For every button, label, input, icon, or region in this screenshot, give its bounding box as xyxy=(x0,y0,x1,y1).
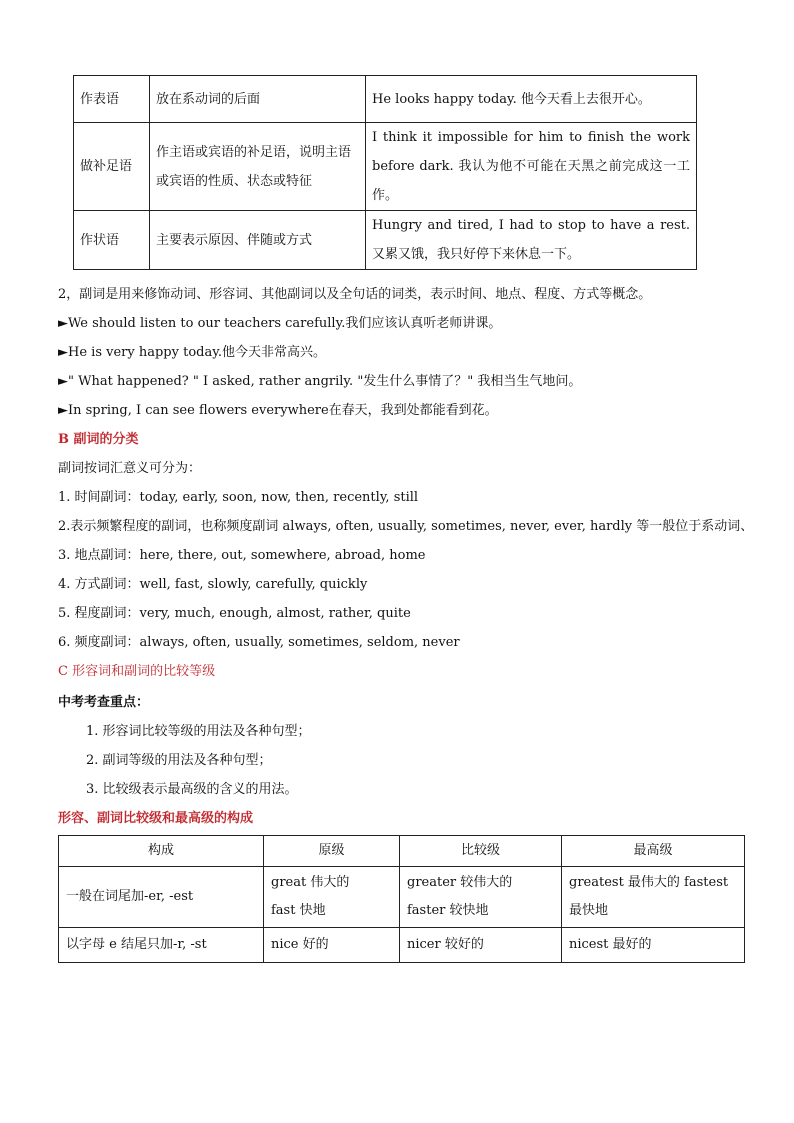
adverb-definition: 2，副词是用来修饰动词、形容词、其他副词以及全句话的词类，表示时间、地点、程度、方式等概念。 xyxy=(58,287,652,302)
table-cell-comparative xyxy=(400,928,562,963)
table-cell-superlative: greatest 最伟大的 fastest 最快地 xyxy=(562,867,745,928)
column-header: 构成 xyxy=(59,836,264,867)
list-item: 6. 频度副词：always, often, usually, sometimes, seldom, never xyxy=(58,635,460,650)
table-cell-example: He looks happy today. 他今天看上去很开心。 xyxy=(366,76,697,123)
table-cell-usage: 作主语或宾语的补足语，说明主语或宾语的性质、状态或特征 xyxy=(150,123,366,211)
table-row xyxy=(74,123,697,211)
table-row xyxy=(74,76,697,123)
table-header-row xyxy=(59,836,745,867)
column-header: 最高级 xyxy=(562,836,745,867)
focus-item: 2. 副词等级的用法及各种句型； xyxy=(86,753,272,768)
example-sentence: ►We should listen to our teachers carefully.我们应该认真听老师讲课。 xyxy=(58,316,502,331)
cell-line: greater 较伟大的 xyxy=(407,875,513,890)
cell-line: fast 快地 xyxy=(271,903,326,918)
list-item: 4. 方式副词：well, fast, slowly, carefully, quickly xyxy=(58,577,368,592)
list-item: 5. 程度副词：very, much, enough, almost, rather, quite xyxy=(58,606,411,621)
table-cell-rule: 以字母 e 结尾只加-r, -st xyxy=(59,928,264,963)
table-cell-example: Hungry and tired, I had to stop to have a rest. 又累又饿，我只好停下来休息一下。 xyxy=(366,211,697,270)
section-b-intro: 副词按词汇意义可分为： xyxy=(58,461,202,476)
comparison-table xyxy=(58,835,745,963)
focus-item: 1. 形容词比较等级的用法及各种句型； xyxy=(86,724,311,739)
table-cell-positive xyxy=(264,867,400,928)
list-item: 2.表示频繁程度的副词，也称频度副词 always, often, usually, sometimes, never, ever, hardly 等一般位于系动词、 xyxy=(58,519,754,534)
list-item: 3. 地点副词：here, there, out, somewhere, abroad, home xyxy=(58,548,426,563)
section-c-title: C 形容词和副词的比较等级 xyxy=(58,664,216,679)
table-cell-example: I think it impossible for him to finish the work before dark. 我认为他不可能在天黑之前完成这一工作。 xyxy=(366,123,697,211)
column-header: 比较级 xyxy=(400,836,562,867)
focus-item: 3. 比较级表示最高级的含义的用法。 xyxy=(86,782,298,797)
adjective-function-table xyxy=(73,75,697,270)
table-cell-rule: 一般在词尾加-er, -est xyxy=(59,867,264,928)
table-cell-superlative: nicest 最好的 xyxy=(562,928,745,963)
table-cell-comparative xyxy=(400,867,562,928)
focus-label: 中考考查重点： xyxy=(58,695,150,710)
table-row xyxy=(59,867,745,928)
table-cell-term: 作表语 xyxy=(74,76,150,123)
example-sentence: ►In spring, I can see flowers everywhere在春天，我到处都能看到花。 xyxy=(58,403,498,418)
formation-title: 形容、副词比较级和最高级的构成 xyxy=(58,811,254,826)
cell-line: nice 好的 xyxy=(271,937,329,952)
cell-line: nicer 较好的 xyxy=(407,937,484,952)
cell-line: faster 较快地 xyxy=(407,903,489,918)
table-cell-term: 作状语 xyxy=(74,211,150,270)
table-row xyxy=(74,211,697,270)
table-cell-term: 做补足语 xyxy=(74,123,150,211)
cell-line: great 伟大的 xyxy=(271,875,350,890)
example-sentence: ►" What happened? " I asked, rather angrily. "发生什么事情了？" 我相当生气地问。 xyxy=(58,374,582,389)
list-item: 1. 时间副词：today, early, soon, now, then, recently, still xyxy=(58,490,419,505)
table-row xyxy=(59,928,745,963)
table-cell-usage: 主要表示原因、伴随或方式 xyxy=(150,211,366,270)
column-header: 原级 xyxy=(264,836,400,867)
example-sentence: ►He is very happy today.他今天非常高兴。 xyxy=(58,345,326,360)
table-cell-usage: 放在系动词的后面 xyxy=(150,76,366,123)
section-b-title: B 副词的分类 xyxy=(58,432,139,447)
table-cell-positive xyxy=(264,928,400,963)
